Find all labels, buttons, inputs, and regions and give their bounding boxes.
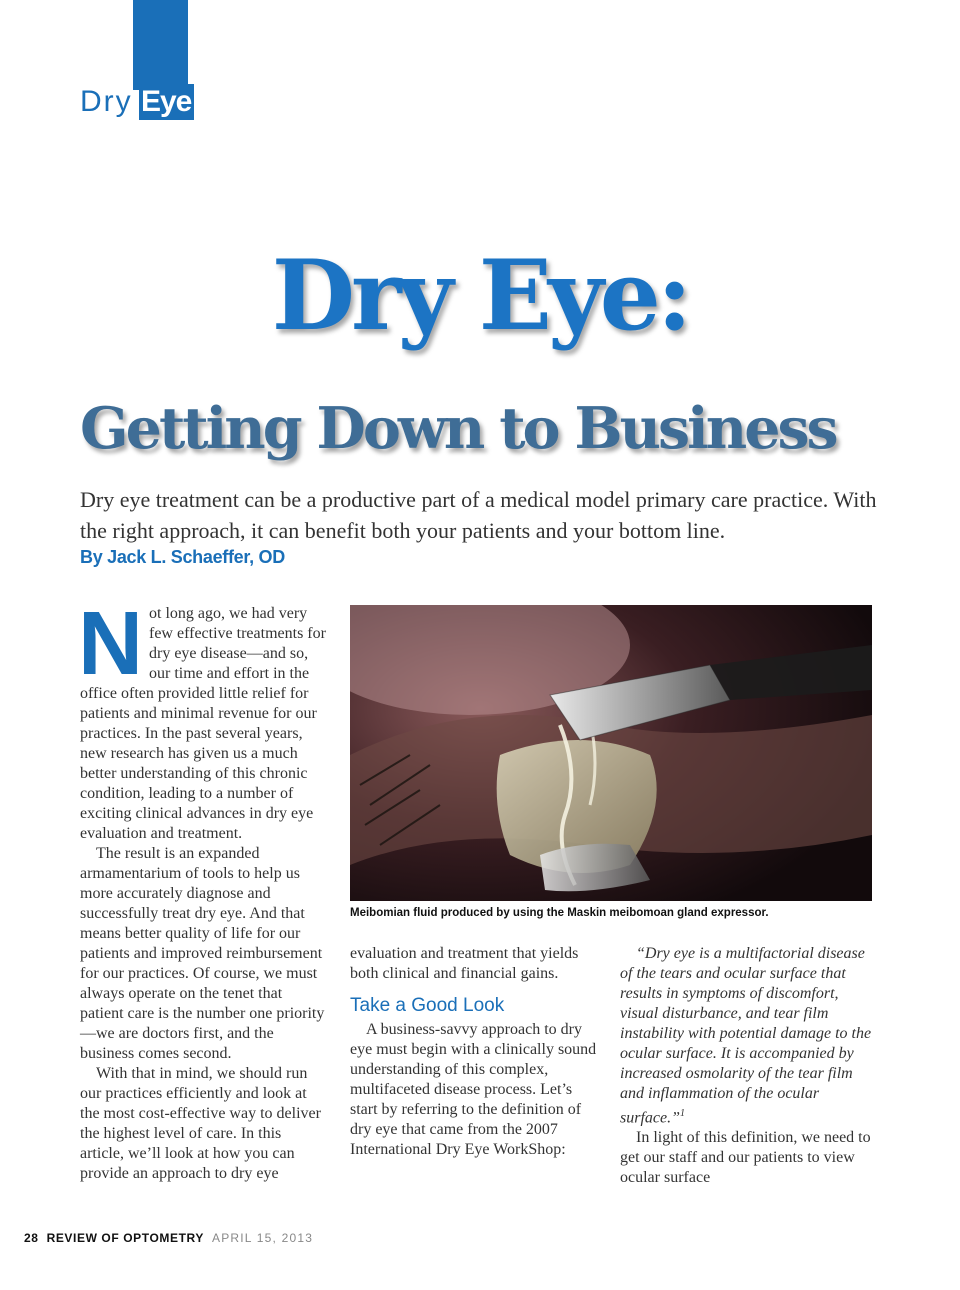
- paragraph: In light of this definition, we need to get our staff and our patients to view ocular surface: [620, 1129, 871, 1187]
- section-tab-bar: [133, 0, 188, 90]
- paragraph: [78, 594, 326, 844]
- reference-number: 1: [680, 1108, 685, 1119]
- definition-quote: [620, 944, 872, 1128]
- section-tag: [80, 84, 194, 120]
- issue-date: APRIL 15, 2013: [211, 1231, 314, 1245]
- page-number: 28: [24, 1231, 39, 1245]
- paragraph: evaluation and treatment that yields both clinical and financial gains.: [350, 945, 579, 982]
- article-byline: By Jack L. Schaeffer, OD: [80, 547, 285, 567]
- section-tag-word2: Eye: [139, 84, 194, 120]
- body-column-2: [350, 944, 602, 1160]
- article-headline: Dry Eye:: [271, 239, 689, 352]
- article-deck: Dry eye treatment can be a productive part of a medical model primary care practice. With the right approach, it can benefit both your patients and your bottom line.: [80, 487, 877, 543]
- photo-caption: Meibomian fluid produced by using the Maskin meibomoan gland expressor.: [350, 907, 769, 919]
- body-column-1: [78, 594, 326, 1184]
- body-column-3: [620, 944, 872, 1188]
- meibomian-fluid-photo: [350, 605, 872, 901]
- page-footer: [24, 1231, 313, 1245]
- quote-text: “Dry eye is a multifactorial disease of the tears and ocular surface that results in symptoms of discomfort, visual disturbance, and tear film instability with potential damage to the ocular surface. It is accompanied by increased osmolarity of the tear film and inflammation of the ocular surface.”: [620, 945, 872, 1127]
- paragraph: A business-savvy approach to dry eye must begin with a clinically sound understanding of this complex, multifaceted disease process. Let’s start by referring to the definition of dry eye that came from the 2007 International Dry Eye WorkShop:: [350, 1021, 597, 1158]
- section-tag-word1: Dry: [80, 85, 133, 118]
- publication-name: REVIEW OF OPTOMETRY: [46, 1231, 204, 1245]
- paragraph: The result is an expanded armamentarium of tools to help us more accurately diagnose and successfully treat dry eye. And that means better quality of life for our patients and improved reimbursement for our practices. Of course, we must always operate on the tenet that patient care is the number one priority—we are doctors first, and the business comes second.: [80, 845, 325, 1062]
- paragraph-text: ot long ago, we had very few effective treatments for dry eye disease—and so, our time and effort in the office often provided little relief for patients and minimal revenue for our practices. In the past several years, new research has given us a much better understanding of this chronic condition, leading to a number of exciting clinical advances in dry eye evaluation and treatment.: [80, 605, 326, 842]
- paragraph: With that in mind, we should run our practices efficiently and look at the most cost-effective way to deliver the highest level of care. In this article, we’ll look at how you can provide an approach to dry eye: [80, 1065, 321, 1182]
- drop-cap: N: [78, 594, 143, 694]
- article-subheadline: Getting Down to Business: [80, 395, 836, 462]
- section-heading: Take a Good Look: [350, 995, 505, 1016]
